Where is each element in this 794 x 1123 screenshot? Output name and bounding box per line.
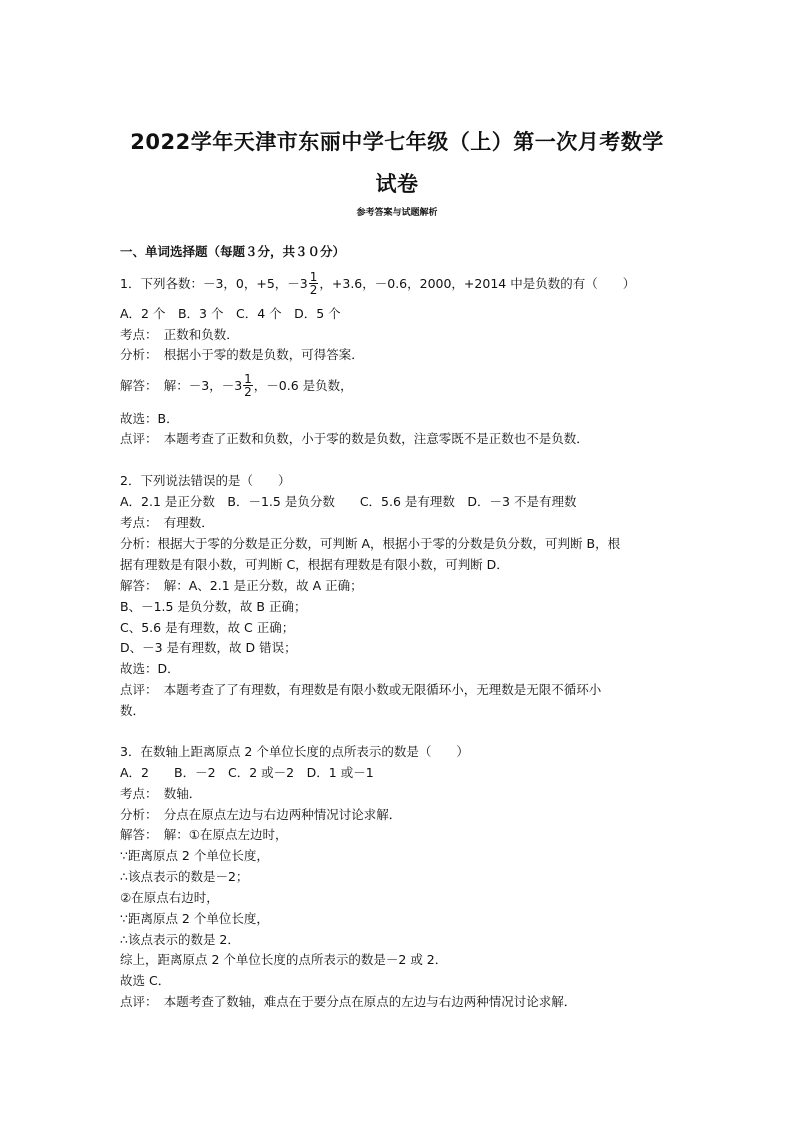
q1-stem-end: ，+3.6，－0.6，2000，+2014 中是负数的有（ ） bbox=[319, 276, 636, 291]
q2-fenxi-line2: 据有理数是有限小数，可判断 C，根据有理数是有限小数，可判断 D． bbox=[120, 557, 509, 572]
q1-guxuan: 故选：B． bbox=[120, 411, 179, 426]
q1-jieda-fraction-numerator: 1 bbox=[244, 372, 252, 386]
document-title-line1: 2022学年天津市东丽中学七年级（上）第一次月考数学 bbox=[130, 130, 664, 154]
q3-jieda-line7: 综上，距离原点 2 个单位长度的点所表示的数是－2 或 2． bbox=[120, 952, 448, 967]
q1-jieda bbox=[120, 374, 353, 399]
section-heading: 一、单词选择题（每题３分，共３０分） bbox=[120, 244, 346, 259]
q2-options: A．2.1 是正分数 B．－1.5 是负分数 C．5.6 是有理数 D．－3 不是有理数 bbox=[120, 494, 577, 509]
q1-jieda-end: ，－0.6 是负数， bbox=[253, 378, 353, 393]
q1-fraction-half bbox=[309, 271, 319, 296]
q1-fraction-denominator: 2 bbox=[309, 283, 318, 297]
q3-stem: 3．在数轴上距离原点 2 个单位长度的点所表示的数是（ ） bbox=[120, 744, 469, 759]
q1-dianping: 点评： 本题考查了正数和负数，小于零的数是负数，注意零既不是正数也不是负数． bbox=[120, 431, 589, 446]
q2-jieda-line3: C、5.6 是有理数，故 C 正确； bbox=[120, 620, 295, 635]
q3-jieda-line2: ∵距离原点 2 个单位长度， bbox=[120, 848, 269, 863]
q1-stem-start: 1．下列各数：－3，0，+5，－3 bbox=[120, 276, 308, 291]
q2-dianping-line1: 点评： 本题考查了了有理数，有理数是有限小数或无限循环小，无理数是无限不循环小 bbox=[120, 682, 602, 697]
q2-jieda-line4: D、－3 是有理数，故 D 错误； bbox=[120, 640, 297, 655]
q2-jieda-line1: 解答： 解：A、2.1 是正分数，故 A 正确； bbox=[120, 578, 363, 593]
q3-fenxi: 分析： 分点在原点左边与右边两种情况讨论求解． bbox=[120, 807, 402, 822]
q2-dianping-line2: 数． bbox=[120, 703, 146, 718]
q3-guxuan: 故选 C． bbox=[120, 973, 171, 988]
q2-jieda-line2: B、－1.5 是负分数，故 B 正确； bbox=[120, 599, 307, 614]
q2-stem: 2．下列说法错误的是（ ） bbox=[120, 473, 291, 488]
q3-jieda-line3: ∴该点表示的数是－2； bbox=[120, 869, 249, 884]
q3-jieda-line1: 解答： 解：①在原点左边时， bbox=[120, 827, 288, 842]
document-subtitle: 参考答案与试题解析 bbox=[356, 208, 438, 218]
q2-fenxi-line1: 分析：根据大于零的分数是正分数，可判断 A，根据小于零的分数是负分数，可判断 B，根 bbox=[120, 536, 621, 551]
q3-jieda-line4: ②在原点右边时， bbox=[120, 890, 219, 905]
q2-kaodian: 考点： 有理数． bbox=[120, 515, 214, 530]
q1-stem bbox=[120, 272, 635, 297]
q1-jieda-fraction-denominator: 2 bbox=[244, 385, 252, 399]
q3-dianping: 点评： 本题考查了数轴，难点在于要分点在原点的左边与右边两种情况讨论求解． bbox=[120, 994, 577, 1009]
q3-kaodian: 考点： 数轴． bbox=[120, 786, 202, 801]
q3-jieda-line6: ∴该点表示的数是 2． bbox=[120, 932, 240, 947]
q1-jieda-start: 解答： 解：－3，－3 bbox=[120, 378, 243, 393]
document-title-line2: 试卷 bbox=[375, 172, 419, 196]
q1-kaodian: 考点： 正数和负数． bbox=[120, 327, 239, 342]
q2-guxuan: 故选：D． bbox=[120, 661, 180, 676]
q1-fenxi: 分析： 根据小于零的数是负数，可得答案． bbox=[120, 347, 364, 362]
q1-fraction-numerator: 1 bbox=[309, 270, 318, 284]
q1-options: A．2 个 B．3 个 C．4 个 D．5 个 bbox=[120, 306, 341, 321]
q3-options: A．2 B．－2 C．2 或－2 D．1 或－1 bbox=[120, 765, 374, 780]
q3-jieda-line5: ∵距离原点 2 个单位长度， bbox=[120, 911, 269, 926]
q1-jieda-fraction-half bbox=[243, 373, 253, 398]
